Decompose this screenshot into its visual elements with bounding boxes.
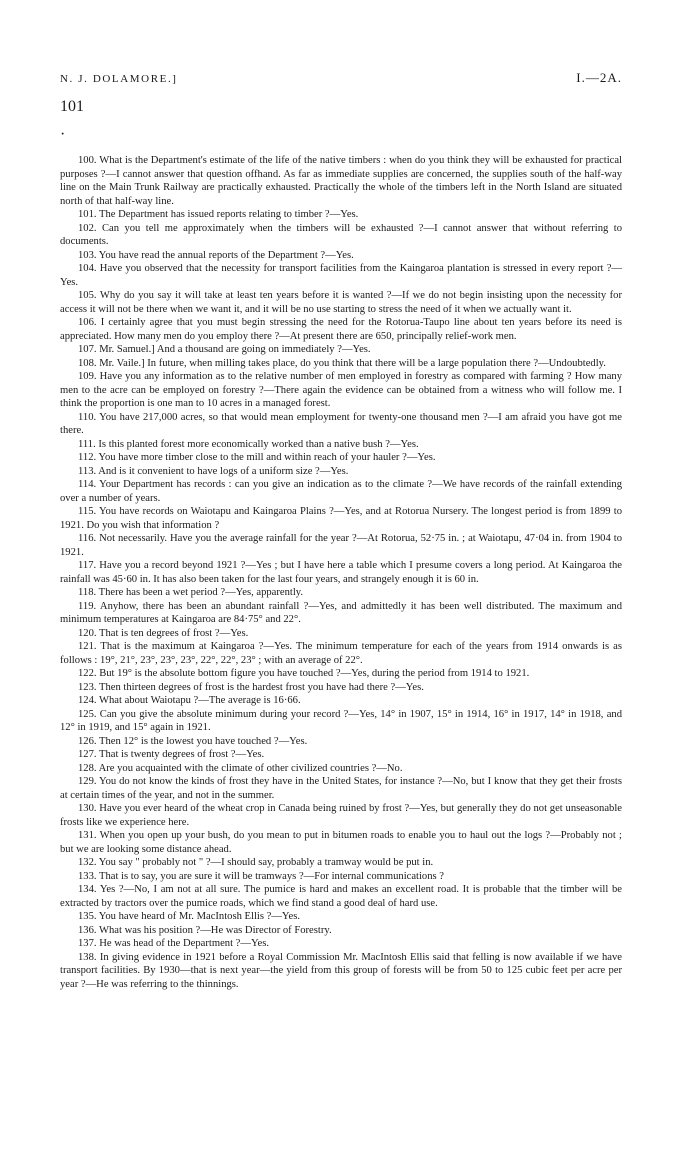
question-paragraph: 115. You have records on Waiotapu and Kaingaroa Plains ?—Yes, and at Rotorua Nursery. The longest period is from 1899 to 1921. Do you wish that information ? — [60, 506, 622, 531]
question-paragraph: 132. You say " probably not " ?—I should say, probably a tramway would be put in. — [78, 857, 434, 868]
question-paragraph: 112. You have more timber close to the mill and within reach of your hauler ?—Yes. — [78, 452, 436, 463]
question-paragraph: 128. Are you acquainted with the climate of other civilized countries ?—No. — [78, 762, 403, 774]
question-paragraph: 106. I certainly agree that you must begin stressing the need for the Rotorua-Taupo line about ten years before its need is appreciated. How many men do you employ there ?—At present there are 650, principally relief-work men. — [60, 317, 622, 342]
question-paragraph: 125. Can you give the absolute minimum during your record ?—Yes, 14° in 1907, 15° in 1914, 16° in 1917, 14° in 1918, and 12° in 1919, and 15° again in 1921. — [60, 708, 622, 733]
question-paragraph: 129. You do not know the kinds of frost they have in the United States, for instance ?—No, but I know that they get their frosts at certain times of the year, and not in the summer. — [60, 776, 622, 801]
question-paragraph: 105. Why do you say it will take at least ten years before it is wanted ?—If we do not begin insisting upon the necessity for access it will not be there when we want it, and it will be no use starting to stress the need of it when we actually want it. — [60, 290, 622, 315]
question-paragraph: 133. That is to say, you are sure it will be tramways ?—For internal communications ? — [78, 870, 444, 882]
question-paragraph: 122. But 19° is the absolute bottom figure you have touched ?—Yes, during the period from 1914 to 1921. — [78, 668, 530, 679]
question-paragraph: 135. You have heard of Mr. MacIntosh Ellis ?—Yes. — [78, 911, 300, 922]
question-paragraph: 126. Then 12° is the lowest you have touched ?—Yes. — [78, 735, 308, 747]
question-paragraph: 117. Have you a record beyond 1921 ?—Yes ; but I have here a table which I presume covers a long period. At Kaingaroa the rainfall was 45·60 in. It has also been taken for the last four years, and strangely enough it is 60 in. — [60, 560, 622, 585]
question-paragraph: 102. Can you tell me approximately when the timbers will be exhausted ?—I cannot answer that without referring to documents. — [60, 222, 622, 247]
question-paragraph: 107. Mr. Samuel.] And a thousand are going on immediately ?—Yes. — [78, 344, 371, 355]
question-paragraph: 103. You have read the annual reports of the Department ?—Yes. — [78, 249, 354, 261]
question-paragraph: 100. What is the Department's estimate of the life of the native timbers : when do you think they will be exhausted for practical purposes ?—I cannot answer that question offhand. As far as immediate supplies are concerned, the supplies south of the half-way line on the Main Trunk Railway are practically exhausted. Practically the whole of the timbers left in the North Island are situated north of that half-way line. — [60, 155, 622, 207]
paper-reference: I.—2A. — [576, 70, 622, 85]
question-paragraph: 121. That is the maximum at Kaingaroa ?—Yes. The minimum temperature for each of the years from 1914 onwards is as follows : 19°, 21°, 23°, 23°, 23°, 22°, 22°, 23° ; with an average of 22°. — [60, 641, 622, 666]
witness-name: N. J. DOLAMORE.] — [60, 73, 178, 85]
question-paragraph: 134. Yes ?—No, I am not at all sure. The pumice is hard and makes an excellent road. It is probable that the timber will be extracted by tractors over the pumice roads, which we find stand a good deal of hard use. — [60, 884, 622, 909]
question-paragraph: 113. And is it convenient to have logs of a uniform size ?—Yes. — [78, 465, 349, 477]
evidence-body — [60, 154, 622, 991]
question-paragraph: 137. He was head of the Department ?—Yes. — [78, 938, 270, 949]
question-paragraph: 104. Have you observed that the necessity for transport facilities from the Kaingaroa plantation is stressed in every report ?—Yes. — [60, 263, 622, 288]
question-paragraph: 130. Have you ever heard of the wheat crop in Canada being ruined by frost ?—Yes, but generally they do not get unseasonable frosts like we experience here. — [60, 803, 622, 828]
question-paragraph: 111. Is this planted forest more economically worked than a native bush ?—Yes. — [78, 438, 419, 450]
page-header — [60, 70, 622, 98]
question-paragraph: 123. Then thirteen degrees of frost is the hardest frost you have had there ?—Yes. — [78, 681, 424, 693]
question-paragraph: 127. That is twenty degrees of frost ?—Yes. — [78, 749, 265, 760]
question-paragraph: 109. Have you any information as to the relative number of men employed in forestry as compared with farming ? How many men to the acre can be employed on forestry ?—There again the evidence can be obtained from a witness who will follow me. I think the proportion is one man to 10 acres in a managed forest. — [60, 371, 622, 409]
question-paragraph: 110. You have 217,000 acres, so that would mean employment for twenty-one thousand men ?—I am afraid you have got me there. — [60, 411, 622, 436]
question-paragraph: 120. That is ten degrees of frost ?—Yes. — [78, 627, 249, 639]
question-paragraph: 124. What about Waiotapu ?—The average is 16·66. — [78, 695, 301, 706]
header-dot: · — [60, 126, 66, 143]
question-paragraph: 101. The Department has issued reports relating to timber ?—Yes. — [78, 209, 359, 220]
question-paragraph: 138. In giving evidence in 1921 before a Royal Commission Mr. MacIntosh Ellis said that felling is now available if we have transport facilities. By 1930—that is next year—the yield from this group of forests will be from 50 to 125 cubic feet per acre per year ?—He was referring to the thinnings. — [60, 951, 622, 990]
question-paragraph: 108. Mr. Vaile.] In future, when milling takes place, do you think that there will be a large population there ?—Undoubtedly. — [78, 357, 606, 369]
page-number: 101 — [60, 98, 84, 115]
question-paragraph: 116. Not necessarily. Have you the average rainfall for the year ?—At Rotorua, 52·75 in. ; at Waiotapu, 47·04 in. from 1904 to 1921. — [60, 533, 622, 558]
question-paragraph: 118. There has been a wet period ?—Yes, apparently. — [78, 587, 304, 598]
question-paragraph: 136. What was his position ?—He was Director of Forestry. — [78, 924, 332, 936]
question-paragraph: 119. Anyhow, there has been an abundant rainfall ?—Yes, and admittedly it has been well distributed. The maximum and minimum temperatures at Kaingaroa are 84·75° and 22°. — [60, 600, 622, 625]
question-paragraph: 114. Your Department has records : can you give an indication as to the climate ?—We have records of the rainfall extending over a number of years. — [60, 479, 622, 504]
question-paragraph: 131. When you open up your bush, do you mean to put in bitumen roads to enable you to haul out the logs ?—Probably not ; but we are looking some distance ahead. — [60, 830, 622, 855]
